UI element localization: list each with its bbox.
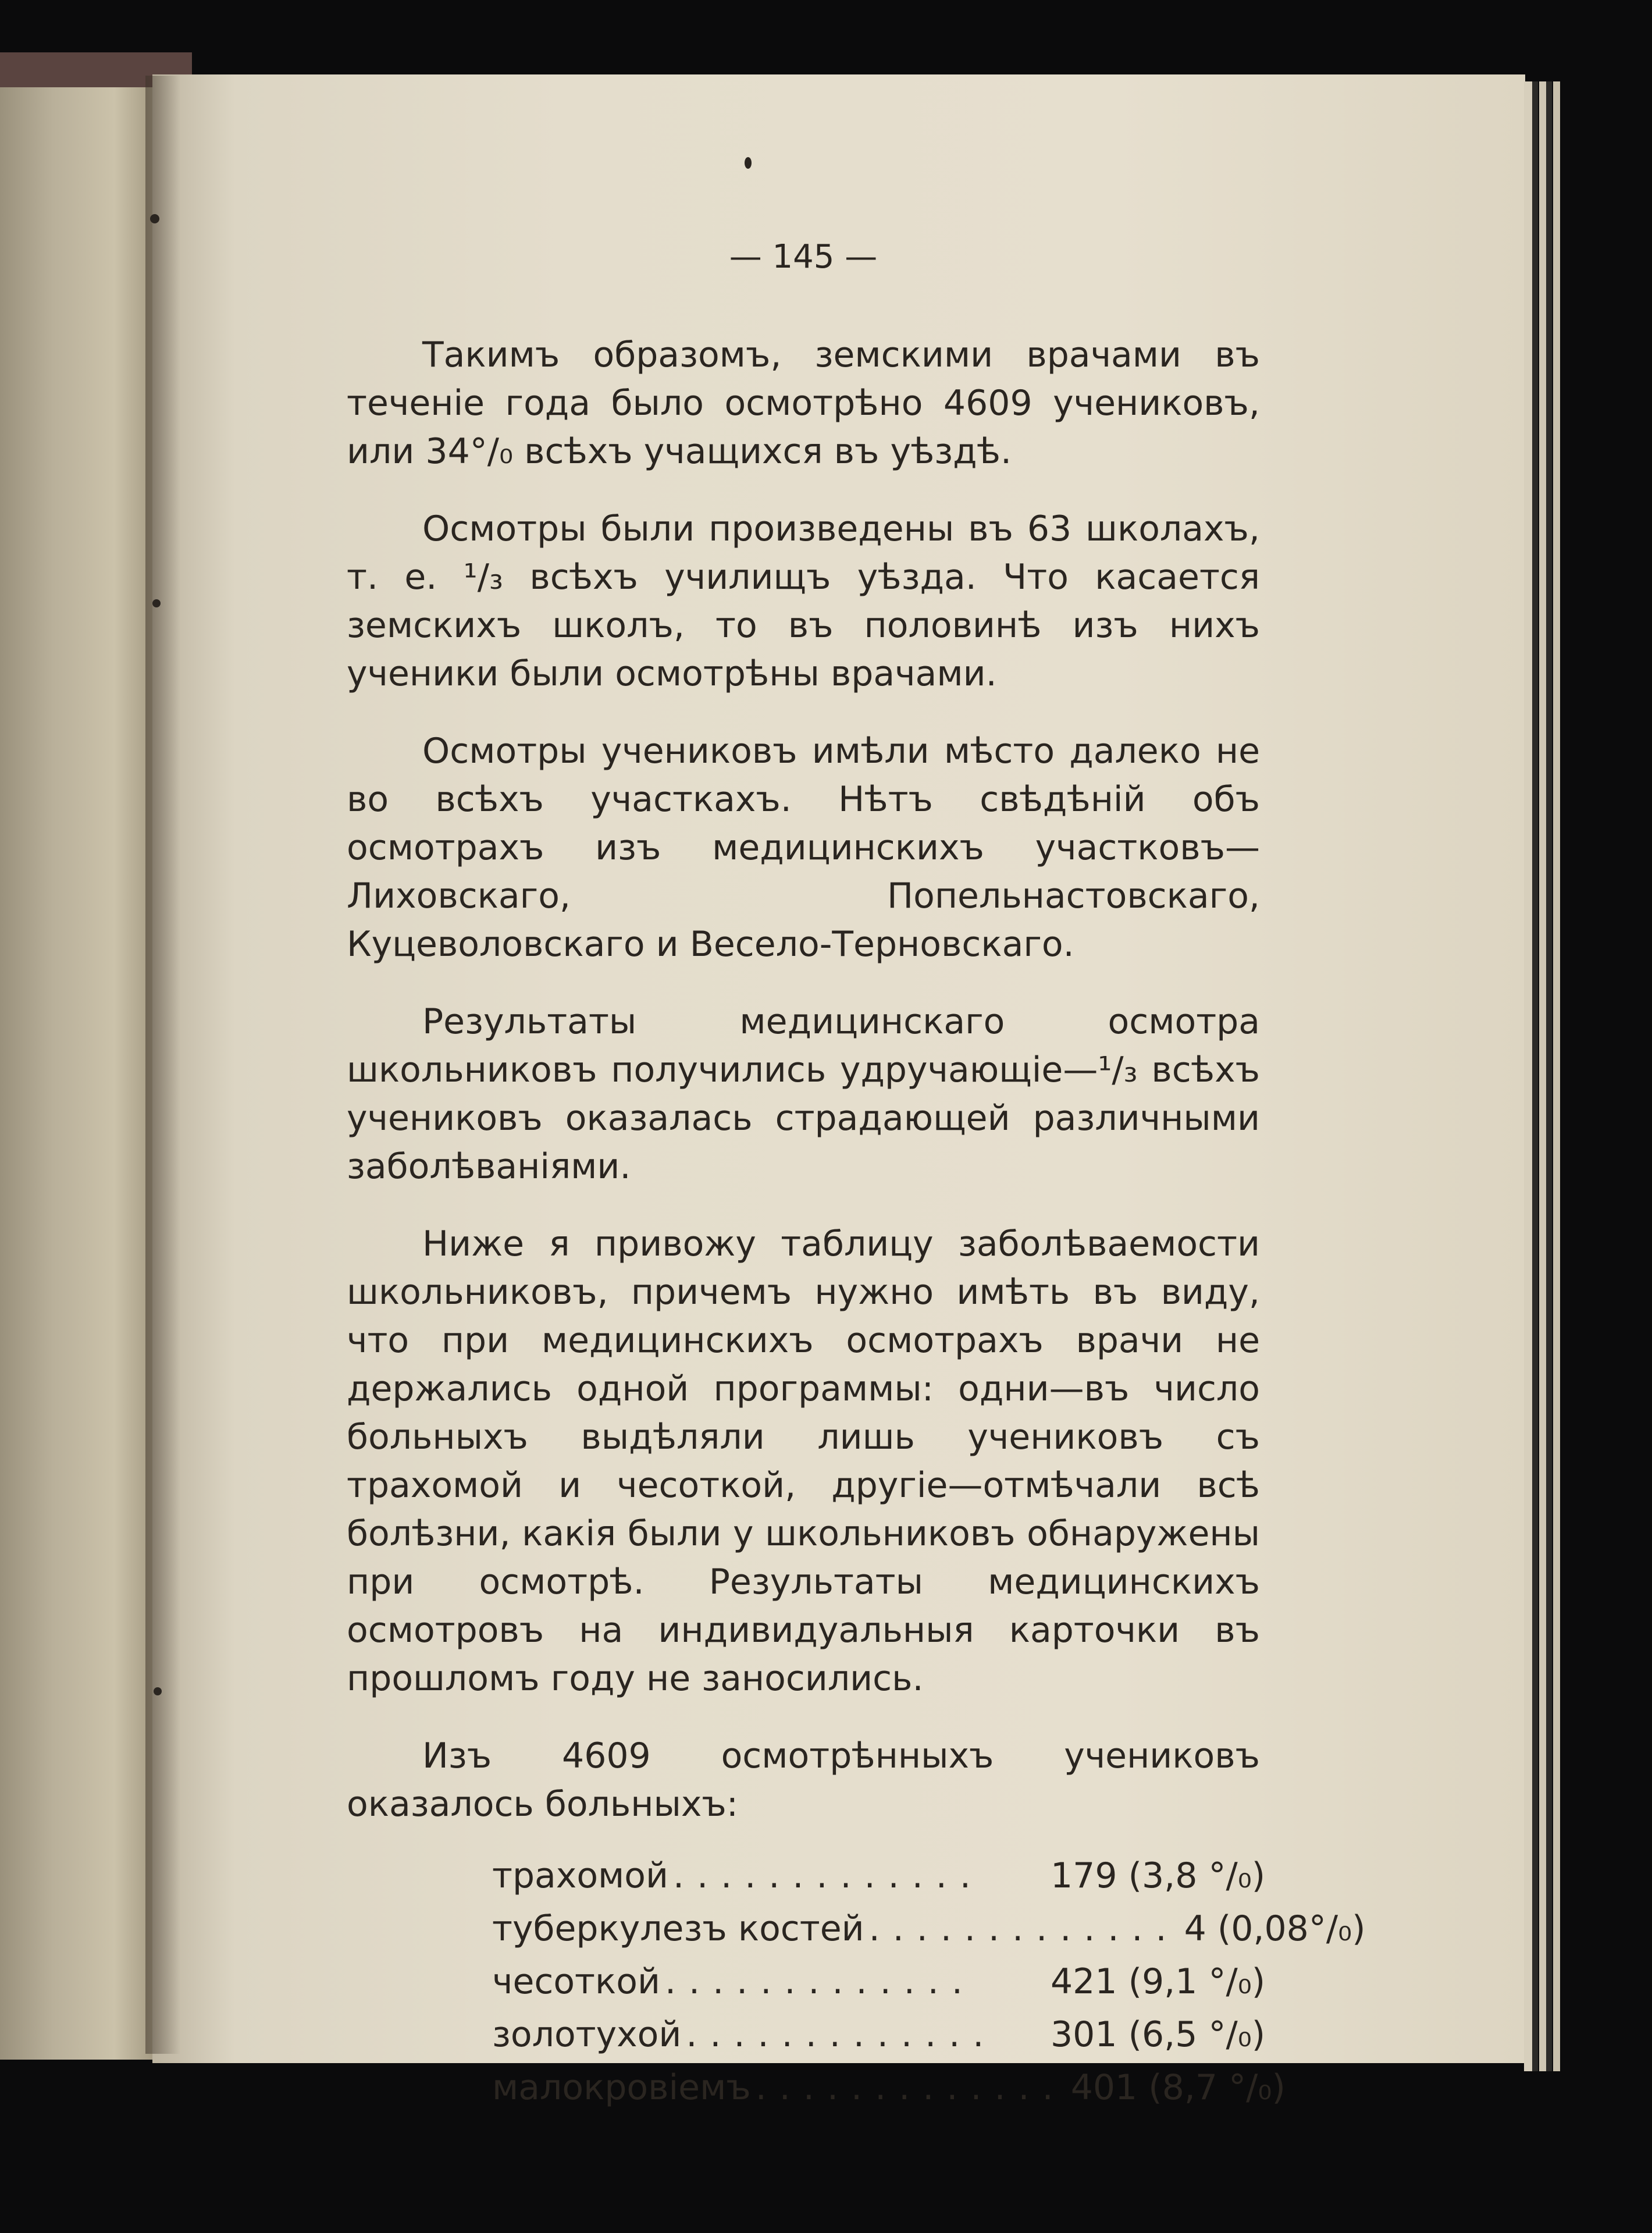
page-text (347, 233, 1366, 2117)
paragraph: Такимъ образомъ, земскими врачами въ теченіе года было осмотрѣно 4609 учениковъ, или 34°/₀ всѣхъ учащихся въ уѣздѣ. (347, 335, 1260, 472)
disease-row (492, 1905, 1366, 1958)
disease-row (492, 2064, 1286, 2117)
dot-leader: ............. (755, 2067, 1066, 2108)
dot-leader: ............. (868, 1908, 1180, 1949)
dot-leader: ............. (673, 1855, 984, 1896)
page-edge-gap (1532, 81, 1538, 2071)
paragraph: Изъ 4609 осмотрѣнныхъ учениковъ оказалось больныхъ: (347, 1736, 1260, 1825)
disease-count: 179 (3,8 °/₀) (1051, 1855, 1266, 1896)
paragraph: Ниже я привожу таблицу заболѣваемости школьниковъ, причемъ нужно имѣть въ виду, что при медицинскихъ осмотрахъ врачи не держались одной программы: одни—въ число больныхъ выдѣляли лишь учениковъ съ трахомой и чесоткой, другіе—отмѣчали всѣ болѣзни, какія были у школьниковъ обнаружены при осмотрѣ. Результаты медицинскихъ осмотровъ на индивидуальныя карточки въ прошломъ году не заносились. (347, 1224, 1260, 1699)
binding-stitch (150, 214, 159, 223)
paragraph: Осмотры были произведены въ 63 школахъ, т. е. ¹/₃ всѣхъ училищъ уѣзда. Что касается земскихъ школъ, то въ половинѣ изъ нихъ ученики были осмотрѣны врачами. (347, 509, 1260, 694)
page-edge (1553, 81, 1560, 2071)
dot-leader: ............. (686, 2014, 997, 2055)
paragraph: Осмотры учениковъ имѣли мѣсто далеко не во всѣхъ участкахъ. Нѣтъ свѣдѣній объ осмотрахъ изъ медицинскихъ участковъ—Лиховскаго, Попельнастовскаго, Куцеволовскаго и Весело-Терновскаго. (347, 731, 1260, 965)
disease-name: туберкулезъ костей (492, 1908, 864, 1949)
page-edge-gap (1546, 81, 1552, 2071)
disease-name: трахомой (492, 1855, 668, 1896)
disease-name: чесоткой (492, 1961, 660, 2002)
dot-leader: ............. (664, 1961, 975, 2002)
disease-count: 4 (0,08°/₀) (1184, 1908, 1366, 1949)
paragraph: Результаты медицинскаго осмотра школьниковъ получились удручающіе—¹/₃ всѣхъ учениковъ оказалась страдающей различными заболѣваніями. (347, 1001, 1260, 1187)
disease-count: 421 (9,1 °/₀) (1051, 1961, 1266, 2002)
ink-speck (745, 157, 752, 169)
page-edge (1524, 81, 1532, 2071)
left-page-edge (0, 70, 152, 2060)
disease-row (492, 2011, 1266, 2064)
page-edge (1539, 81, 1546, 2071)
disease-count: 401 (8,7 °/₀) (1070, 2067, 1286, 2108)
disease-name: малокровіемъ (492, 2067, 751, 2108)
disease-row (492, 1852, 1266, 1905)
binding-stitch (152, 599, 161, 607)
disease-list (492, 1852, 1366, 2117)
page-number: — 145 — (729, 238, 878, 276)
spine-shadow (145, 76, 180, 2054)
binding-stitch (154, 1687, 162, 1695)
disease-row (492, 1958, 1266, 2011)
disease-count: 301 (6,5 °/₀) (1051, 2014, 1266, 2055)
disease-name: золотухой (492, 2014, 682, 2055)
